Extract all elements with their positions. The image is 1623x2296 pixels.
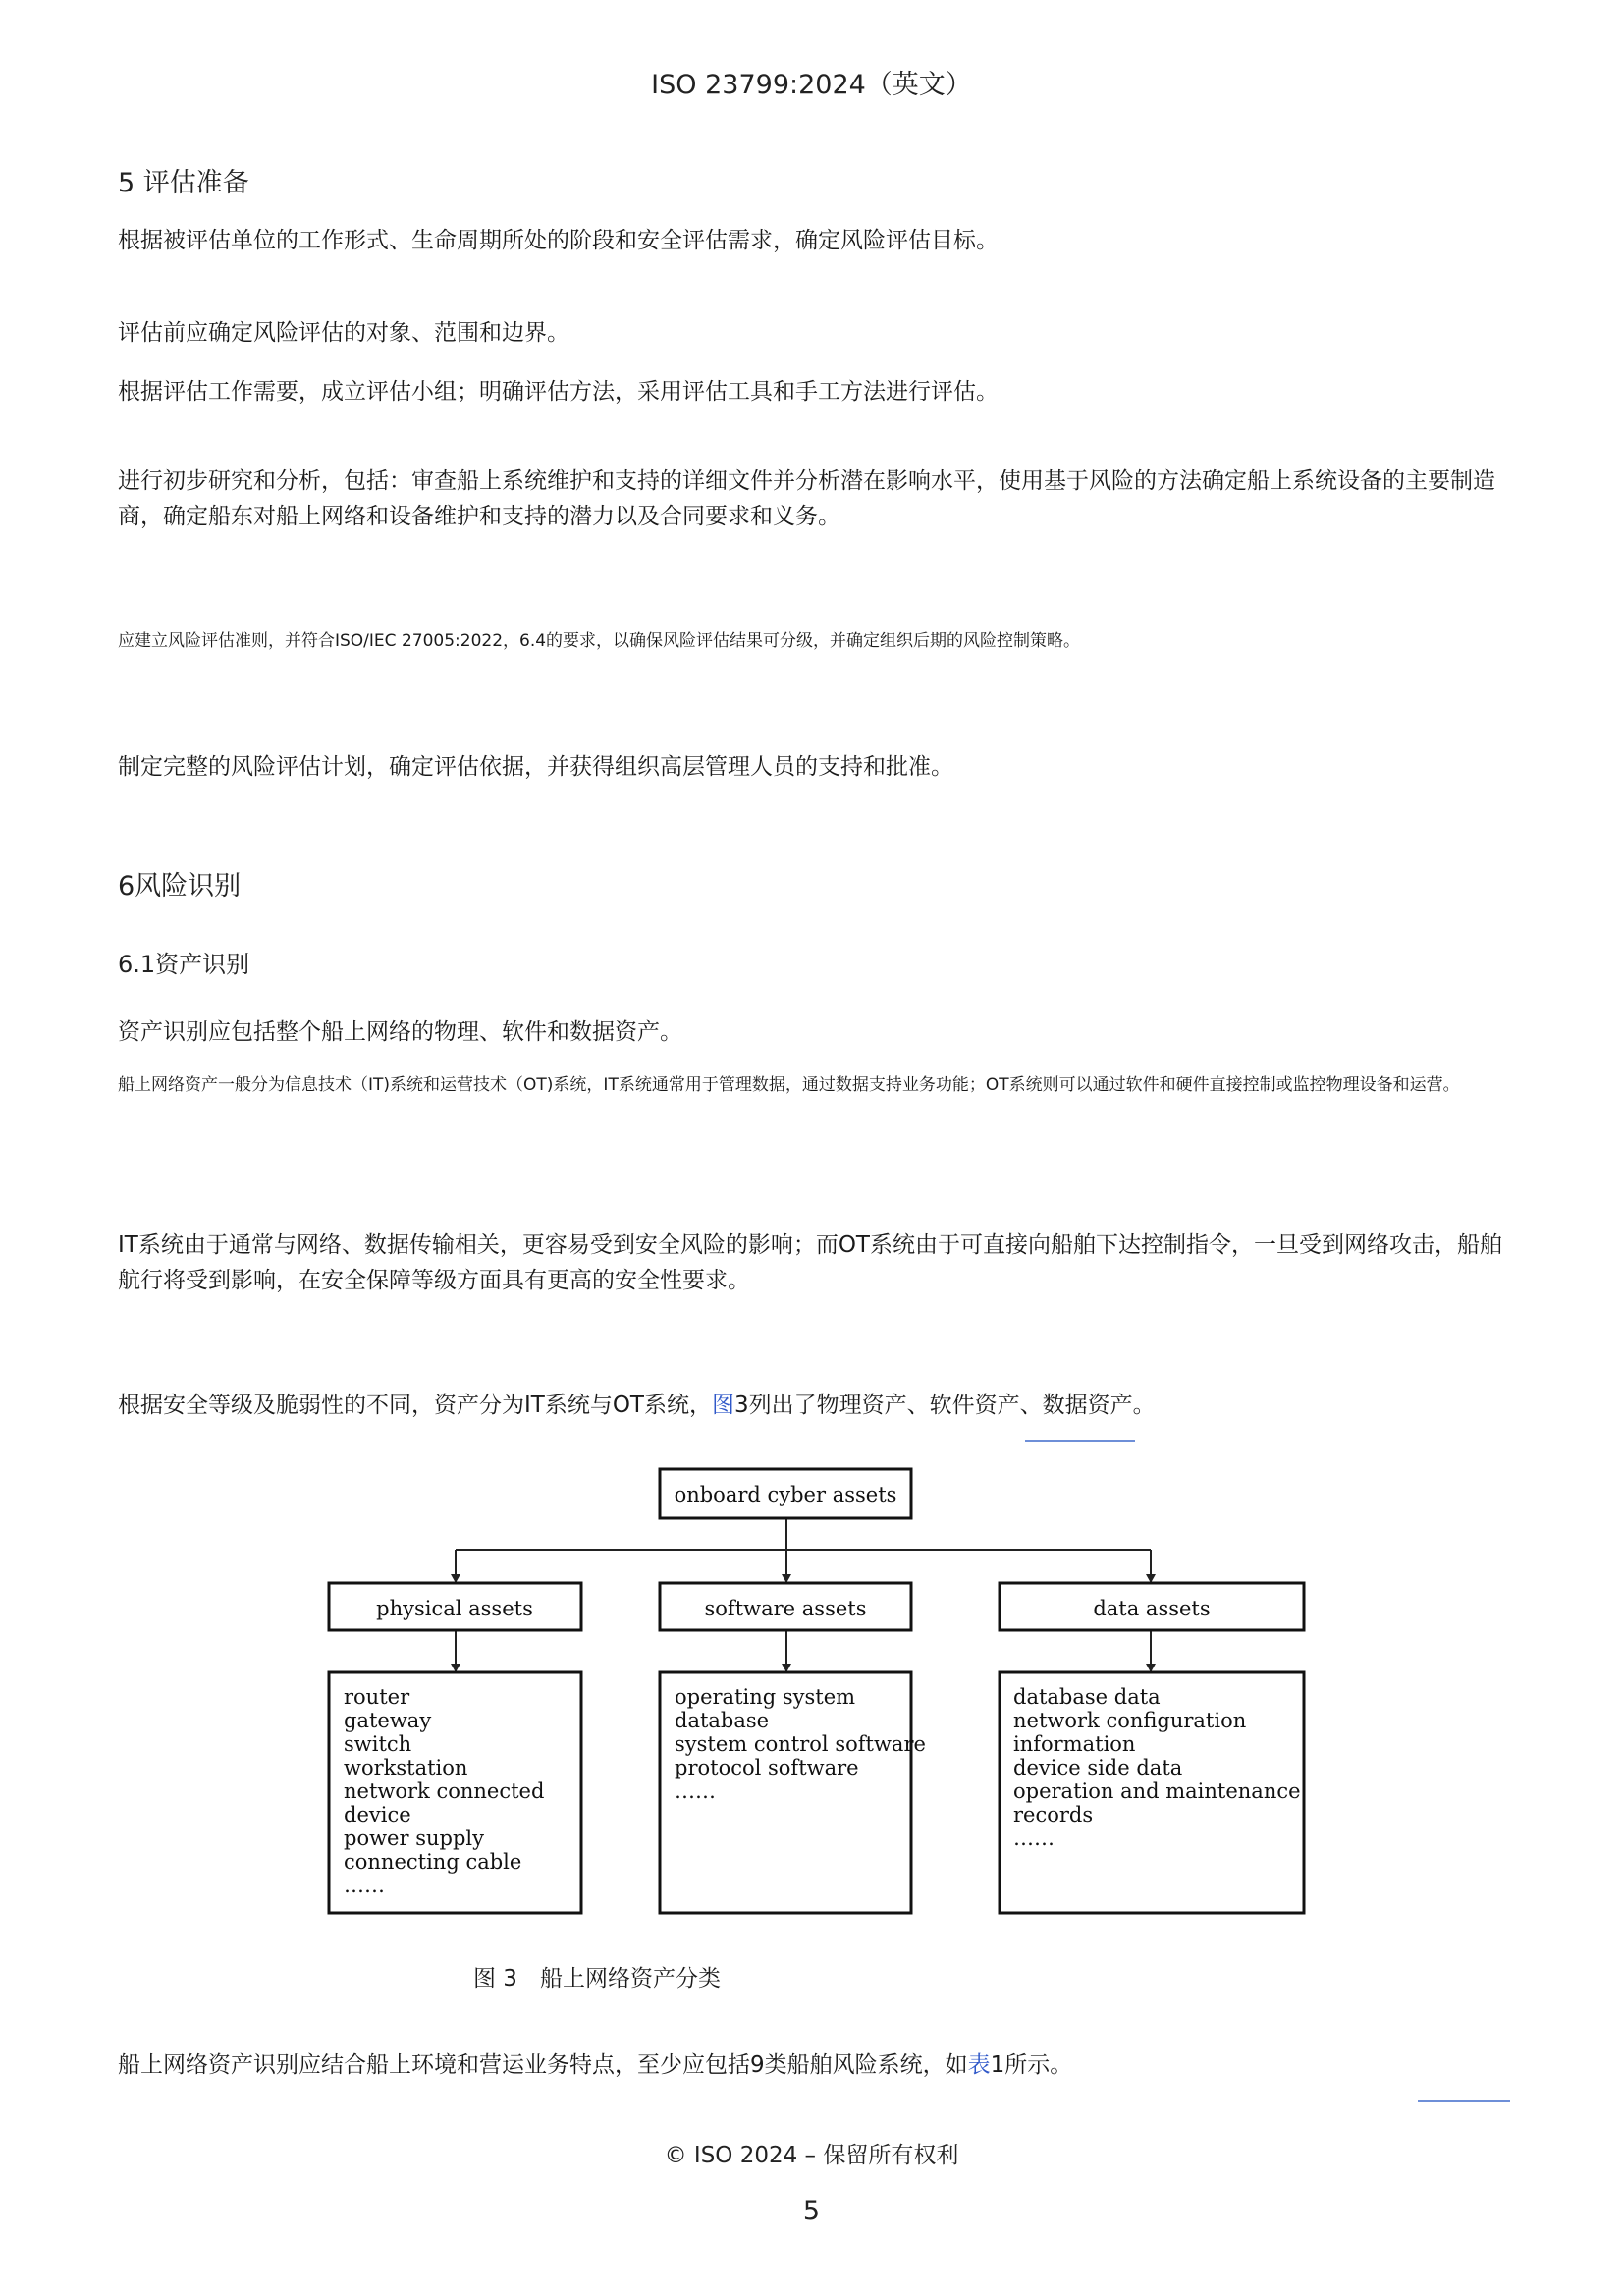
asset-item: database xyxy=(675,1709,770,1732)
paragraph: 应建立风险评估准则，并符合ISO/IEC 27005:2022，6.4的要求，以确保风险评估结果可分级，并确定组织后期的风险控制策略。 xyxy=(118,631,1081,651)
paragraph-text: 船上网络资产识别应结合船上环境和营运业务特点，至少应包括9类船舶风险系统，如 xyxy=(118,2052,968,2078)
page-number: 5 xyxy=(802,2196,821,2226)
paragraph-table-ref xyxy=(118,2047,1072,2079)
asset-item: router xyxy=(344,1685,410,1709)
asset-item: …… xyxy=(344,1874,385,1897)
section-6-heading: 6风险识别 xyxy=(118,871,242,902)
asset-item: database data xyxy=(1013,1685,1161,1709)
copyright: © ISO 2024 – 保留所有权利 xyxy=(664,2143,959,2168)
figure-link[interactable]: 图 xyxy=(712,1393,734,1418)
link-underline xyxy=(1418,2100,1510,2102)
paragraph: 制定完整的风险评估计划，确定评估依据，并获得组织高层管理人员的支持和批准。 xyxy=(118,754,953,780)
category-label: software assets xyxy=(704,1597,867,1620)
asset-item: device side data xyxy=(1013,1756,1183,1779)
category-label: physical assets xyxy=(376,1597,533,1620)
table-link[interactable]: 表 xyxy=(967,2052,991,2078)
root-node-label: onboard cyber assets xyxy=(674,1483,897,1506)
asset-item: operating system xyxy=(675,1685,856,1709)
asset-item: connecting cable xyxy=(344,1850,522,1874)
asset-item: system control software xyxy=(675,1732,926,1756)
paragraph: 资产识别应包括整个船上网络的物理、软件和数据资产。 xyxy=(118,1019,682,1045)
paragraph: 评估前应确定风险评估的对象、范围和边界。 xyxy=(118,320,569,346)
asset-item: operation and maintenance xyxy=(1013,1779,1301,1803)
figure-caption: 图 3 船上网络资产分类 xyxy=(473,1966,721,1992)
asset-item: …… xyxy=(1013,1827,1055,1850)
asset-item: device xyxy=(344,1803,411,1827)
paragraph: IT系统由于通常与网络、数据传输相关，更容易受到安全风险的影响；而OT系统由于可直接向船舶下达控制指令，一旦受到网络攻击，船舶航行将受到影响，在安全保障等级方面具有更高的安全性要求。 xyxy=(118,1232,1502,1293)
asset-item: protocol software xyxy=(675,1756,859,1779)
paragraph-text: 1所示。 xyxy=(990,2052,1073,2078)
asset-item: workstation xyxy=(344,1756,468,1779)
asset-item: records xyxy=(1013,1803,1094,1827)
paragraph: 根据被评估单位的工作形式、生命周期所处的阶段和安全评估需求，确定风险评估目标。 xyxy=(118,228,999,253)
asset-item: power supply xyxy=(344,1827,484,1850)
asset-item: network configuration xyxy=(1013,1709,1247,1732)
asset-item: …… xyxy=(675,1779,716,1803)
paragraph: 船上网络资产一般分为信息技术（IT)系统和运营技术（OT)系统，IT系统通常用于管理数据，通过数据支持业务功能；OT系统则可以通过软件和硬件直接控制或监控物理设备和运营。 xyxy=(118,1075,1460,1095)
asset-item: gateway xyxy=(344,1709,432,1732)
section-6-1-heading: 6.1资产识别 xyxy=(118,951,250,978)
asset-item: information xyxy=(1013,1732,1136,1756)
paragraph: 根据评估工作需要，成立评估小组；明确评估方法，采用评估工具和手工方法进行评估。 xyxy=(118,379,999,405)
page-header: ISO 23799:2024（英文） xyxy=(651,70,972,100)
category-label: data assets xyxy=(1093,1597,1211,1620)
paragraph-text: 3列出了物理资产、软件资产、数据资产。 xyxy=(734,1393,1156,1418)
paragraph: 进行初步研究和分析，包括：审查船上系统维护和支持的详细文件并分析潜在影响水平，使用基于风险的方法确定船上系统设备的主要制造商，确定船东对船上网络和设备维护和支持的潜力以及合同要求和义务。 xyxy=(118,468,1495,529)
asset-item: switch xyxy=(344,1732,412,1756)
paragraph-text: 根据安全等级及脆弱性的不同，资产分为IT系统与OT系统， xyxy=(118,1393,712,1418)
asset-item: network connected xyxy=(344,1779,545,1803)
section-5-heading: 5 评估准备 xyxy=(118,168,249,198)
